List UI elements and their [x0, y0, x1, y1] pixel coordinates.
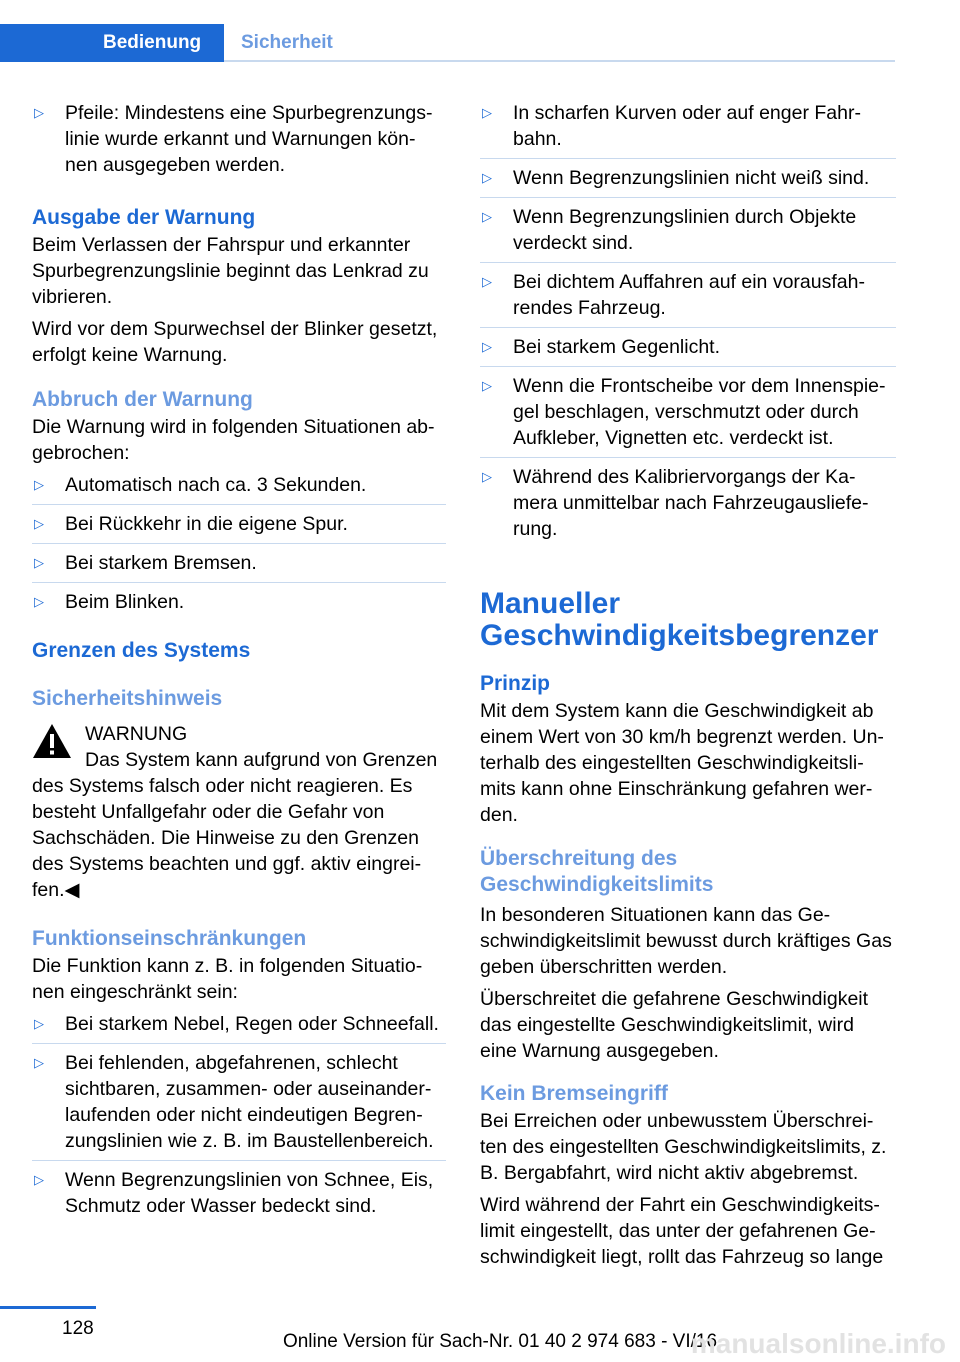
- list-item: ▷ Wenn Begrenzungslinien nicht weiß sind.: [480, 165, 896, 198]
- limits-list: [480, 100, 896, 548]
- heading-sicherheitshinweis: Sicherheitshinweis: [32, 687, 223, 710]
- bullet-triangle-icon: ▷: [34, 1016, 44, 1031]
- list-item: ▷ Bei dichtem Auffahren auf ein vorausfah-rendes Fahrzeug.: [480, 269, 896, 328]
- heading-prinzip: Prinzip: [480, 672, 551, 695]
- paragraph-prinzip: Mit dem System kann die Geschwindigkeit ab einem Wert von 30 km/h begrenzt werden. Un-terhalb des eingestellten Geschwindigkeitsli-mits kann ohne Einschränkung gefahren wer-den.: [480, 700, 884, 826]
- list-item: ▷ Pfeile: Mindestens eine Spurbegrenzungs-linie wurde erkannt und Warnungen kön-nen ausgegeben werden.: [34, 102, 433, 176]
- list-item: ▷ Wenn Begrenzungslinien durch Objekte verdeckt sind.: [480, 204, 896, 263]
- list-item: ▷ Wenn Begrenzungslinien von Schnee, Eis, Schmutz oder Wasser bedeckt sind.: [34, 1169, 434, 1217]
- paragraph-ueberschreitung-1: In besonderen Situationen kann das Ge-schwindigkeitslimit bewusst durch kräftiges Gas geben überschritten werden.: [480, 904, 892, 978]
- warning-icon: [32, 723, 72, 759]
- bullet-triangle-icon: ▷: [482, 105, 492, 120]
- tab-bedienung[interactable]: Bedienung: [0, 24, 224, 62]
- list-item: ▷ Bei starkem Gegenlicht.: [480, 334, 896, 367]
- list-item: ▷ Während des Kalibriervorgangs der Ka-mera unmittelbar nach Fahrzeugausliefe-rung.: [482, 466, 869, 540]
- bullet-triangle-icon: ▷: [482, 274, 492, 289]
- list-item: ▷ In scharfen Kurven oder auf enger Fahr-bahn.: [480, 100, 896, 159]
- right-column: [480, 100, 896, 1276]
- list-item: ▷ Automatisch nach ca. 3 Sekunden.: [32, 472, 446, 505]
- paragraph-ausgabe-2: Wird vor dem Spurwechsel der Blinker gesetzt, erfolgt keine Warnung.: [32, 318, 438, 366]
- heading-manueller-geschwindigkeitsbegrenzer: Manueller Geschwindigkeitsbegrenzer: [480, 587, 879, 652]
- arrows-list: [32, 100, 446, 184]
- watermark: manualsonline.info: [690, 1328, 946, 1359]
- warning-title: WARNUNG: [85, 723, 188, 745]
- bullet-triangle-icon: ▷: [482, 378, 492, 393]
- heading-ueberschreitung: Überschreitung des Geschwindigkeitslimits: [480, 847, 714, 896]
- bullet-triangle-icon: ▷: [482, 209, 492, 224]
- page-number: 128: [62, 1318, 94, 1339]
- left-column: [32, 100, 446, 1231]
- bullet-triangle-icon: ▷: [34, 555, 44, 570]
- heading-ausgabe: Ausgabe der Warnung: [32, 206, 256, 229]
- online-version-footer: Online Version für Sach-Nr. 01 40 2 974 683 - VI/16: [282, 1331, 718, 1352]
- list-item: ▷ Wenn die Frontscheibe vor dem Innenspie-gel beschlagen, verschmutzt oder durch Aufkleber, Vignetten etc. verdeckt ist.: [480, 373, 896, 458]
- list-item: ▷ Beim Blinken.: [34, 591, 185, 613]
- bullet-triangle-icon: ▷: [482, 339, 492, 354]
- paragraph-funktion: Die Funktion kann z. B. in folgenden Situatio-nen eingeschränkt sein:: [32, 955, 423, 1003]
- bullet-triangle-icon: ▷: [34, 105, 44, 120]
- tab-sicherheit[interactable]: Sicherheit: [241, 32, 333, 53]
- warning-text: Das System kann aufgrund von Grenzen des Systems falsch oder nicht reagieren. Es besteht Unfallgefahr oder die Gefahr von Sachschäden. Die Hinweise zu den Grenzen des Systems beachten und ggf. aktiv eingrei-fen.◀: [32, 749, 438, 901]
- bullet-triangle-icon: ▷: [34, 477, 44, 492]
- list-item: ▷ Bei Rückkehr in die eigene Spur.: [32, 511, 446, 544]
- paragraph-brems-1: Bei Erreichen oder unbewusstem Überschrei-ten des eingestellten Geschwindigkeitslimits, z. B. Bergabfahrt, wird nicht aktiv abgebremst.: [480, 1110, 887, 1184]
- heading-kein-bremseingriff: Kein Bremseingriff: [480, 1082, 668, 1105]
- list-item: ▷ Bei starkem Bremsen.: [32, 550, 446, 583]
- heading-grenzen: Grenzen des Systems: [32, 639, 251, 662]
- heading-abbruch: Abbruch der Warnung: [32, 388, 253, 411]
- warning-block: [32, 721, 446, 747]
- page-number-rule: [0, 1306, 96, 1309]
- funktion-list: [32, 1011, 446, 1225]
- bullet-triangle-icon: ▷: [34, 516, 44, 531]
- bullet-triangle-icon: ▷: [482, 170, 492, 185]
- list-item: ▷ Bei fehlenden, abgefahrenen, schlecht sichtbaren, zusammen- oder auseinander-laufenden oder nicht eindeutigen Begren-zungslinien wie z. B. im Baustellenbereich.: [32, 1050, 446, 1161]
- header-tabbar: [0, 24, 895, 62]
- paragraph-brems-2: Wird während der Fahrt ein Geschwindigkeits-limit eingestellt, das unter der gefahrenen Ge-schwindigkeit liegt, rollt das Fahrzeug so lange: [480, 1194, 884, 1268]
- paragraph-abbruch: Die Warnung wird in folgenden Situationen ab-gebrochen:: [32, 416, 435, 464]
- paragraph-ausgabe-1: Beim Verlassen der Fahrspur und erkannter Spurbegrenzungslinie beginnt das Lenkrad zu vibrieren.: [32, 234, 429, 308]
- bullet-triangle-icon: ▷: [34, 594, 44, 609]
- bullet-triangle-icon: ▷: [34, 1172, 44, 1187]
- heading-funktionseinschraenkungen: Funktionseinschränkungen: [32, 927, 307, 950]
- paragraph-ueberschreitung-2: Überschreitet die gefahrene Geschwindigkeit das eingestellte Geschwindigkeitslimit, wird eine Warnung ausgegeben.: [480, 988, 869, 1062]
- list-item: ▷ Bei starkem Nebel, Regen oder Schneefall.: [32, 1011, 446, 1044]
- bullet-triangle-icon: ▷: [482, 469, 492, 484]
- abbruch-list: [32, 472, 446, 621]
- bullet-triangle-icon: ▷: [34, 1055, 44, 1070]
